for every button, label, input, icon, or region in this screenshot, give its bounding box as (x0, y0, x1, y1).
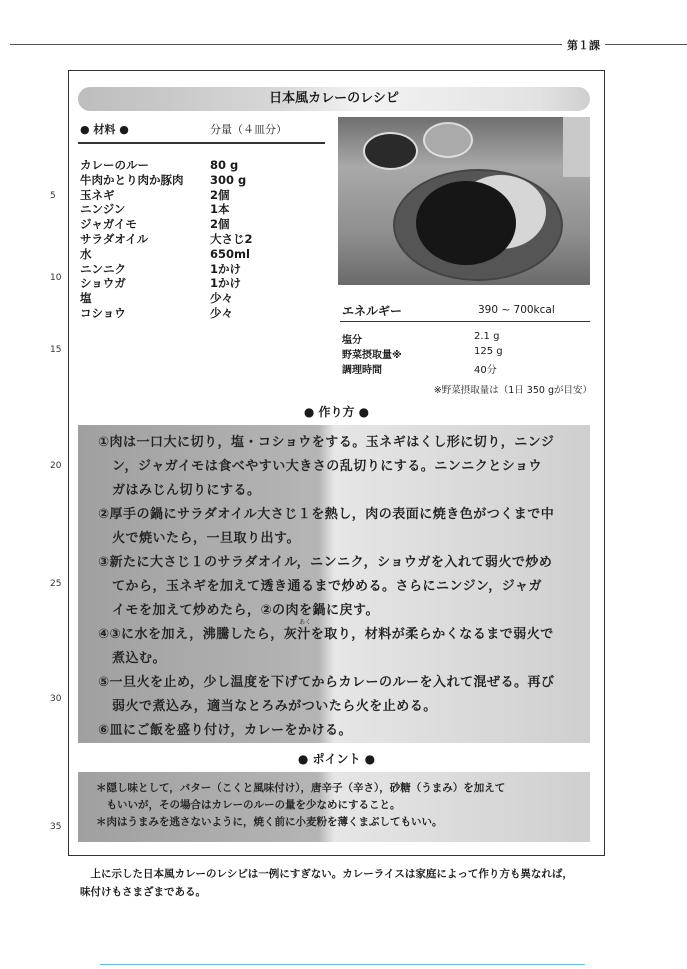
ingredient-amount: 1かけ (210, 276, 242, 291)
energy-rule (340, 321, 590, 322)
point-line: もいいが，その場合はカレーのルーの量を少なめにすること。 (96, 799, 401, 811)
ingredient-name: ニンジン (80, 202, 126, 217)
ingredient-name: ジャガイモ (80, 217, 137, 232)
energy-label: エネルギー (342, 304, 403, 318)
intake-note: ※野菜摂取量は（1日 350 gが目安） (433, 385, 592, 396)
bottom-rule (100, 964, 585, 965)
step-5 (98, 671, 590, 719)
nutrition-value: 40分 (474, 365, 497, 376)
step-line: 火で焼いたら，一旦取り出す。 (112, 531, 300, 546)
line-number: 15 (50, 345, 62, 355)
amount-heading: 分量（４皿分） (210, 123, 287, 136)
line-number: 25 (50, 579, 62, 589)
recipe-title: 日本風カレーのレシピ (78, 87, 590, 111)
ingredient-amount: 1かけ (210, 261, 242, 276)
line-number: 10 (50, 273, 62, 283)
ingredient-amount: 300 g (210, 172, 247, 187)
line-number: 30 (50, 694, 62, 704)
ingredient-name: カレーのルー (80, 158, 149, 172)
step-line: ①肉は一口大に切り，塩・コショウをする。玉ネギはくし形に切り，ニンジ (98, 435, 555, 450)
ingredient-amount: 少々 (210, 306, 233, 320)
ingredient-amount: 650ml (210, 246, 250, 261)
method-heading: ● 作り方 ● (303, 405, 370, 419)
footer-line-1: 上に示した日本風カレーのレシピは一例にすぎない。カレーライスは家庭によって作り方も異なれば， (80, 868, 573, 880)
ingredient-name: 玉ネギ (80, 187, 115, 202)
ingredient-name: サラダオイル (80, 232, 149, 246)
ingredient-amount: 80 g (210, 158, 239, 172)
ingredient-name: 水 (80, 246, 92, 261)
ingredient-amount: 2個 (210, 187, 230, 202)
step-line: 弱火で煮込み，適当なとろみがついたら火を止める。 (112, 699, 437, 714)
line-number: 35 (50, 822, 62, 832)
ingredient-amount: 2個 (210, 217, 230, 232)
ingredient-name: 塩 (80, 291, 92, 306)
step-line: ⑤一旦火を止め，少し温度を下げてからカレーのルーを入れて混ぜる。再び (98, 675, 555, 690)
line-number: 5 (50, 191, 56, 201)
ingredient-name: ショウガ (80, 276, 126, 291)
step-line: ③新たに大さじ１のサラダオイル，ニンニク，ショウガを入れて弱火で炒め (98, 555, 553, 570)
step-line: ②厚手の鍋にサラダオイル大さじ１を熱し，肉の表面に焼き色がつくまで中 (98, 507, 555, 522)
curry-photo (338, 117, 590, 285)
point-line: ＊肉はうまみを逃さないように，焼く前に小麦粉を薄くまぶしてもいい。 (96, 816, 443, 828)
step-2 (98, 503, 590, 551)
point-item (96, 814, 590, 831)
ingredient-name: コショウ (80, 306, 126, 320)
step-line: ガはみじん切りにする。 (112, 483, 261, 498)
step-3 (98, 551, 590, 623)
step-line: ⑥皿にご飯を盛り付け，カレーをかける。 (98, 723, 352, 738)
step-line: ④③に水を加え，沸騰したら，灰汁を取り，材料が柔らかくなるまで弱火で (98, 627, 554, 642)
ingredient-name: ニンニク (80, 261, 126, 276)
step-line: イモを加えて炒めたら，②の肉を鍋に戻す。 (112, 603, 379, 618)
point-heading: ● ポイント ● (297, 752, 376, 766)
nutrition-label: 野菜摂取量※ (342, 350, 402, 361)
nutrition-label: 調理時間 (342, 365, 382, 376)
step-4 (98, 623, 590, 671)
lesson-label: 第１課 (562, 37, 605, 53)
line-number: 20 (50, 461, 62, 471)
points-panel (78, 772, 590, 842)
ingredient-name: 牛肉かとり肉か豚肉 (80, 172, 184, 187)
point-line: ＊隠し味として，バター（こくと風味付け），唐辛子（辛さ），砂糖（うまみ）を加えて (96, 782, 506, 794)
ingredient-amount: 大さじ2 (210, 232, 253, 246)
point-item (96, 780, 590, 814)
step-line: 煮込む。 (112, 651, 167, 666)
energy-value: 390 ~ 700kcal (478, 304, 555, 316)
nutrition-value: 2.1 g (474, 331, 500, 342)
furigana: あく (299, 619, 312, 626)
step-6 (98, 719, 590, 743)
ingredient-amount: 少々 (210, 291, 233, 306)
ingredients-rule (78, 142, 325, 144)
step-line: てから，玉ネギを加えて透き通るまで炒める。さらにニンジン，ジャガ (112, 579, 543, 594)
step-1 (98, 431, 590, 503)
step-line: ン，ジャガイモは食べやすい大きさの乱切りにする。ニンニクとショウ (112, 459, 543, 474)
nutrition-value: 125 g (474, 346, 503, 357)
nutrition-label: 塩分 (342, 335, 362, 346)
ingredient-amount: 1本 (210, 202, 230, 217)
steps-panel (78, 425, 590, 743)
footer-line-2: 味付けもさまざまである。 (80, 886, 206, 898)
ingredients-heading: ● 材料 ● (80, 123, 129, 136)
